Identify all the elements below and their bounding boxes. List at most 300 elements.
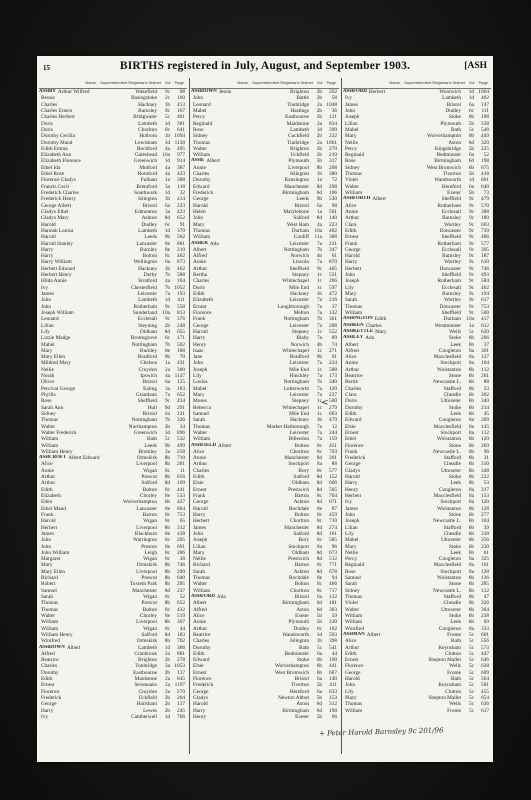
entry-page-ref: 530 xyxy=(329,196,337,203)
entry-forename: Ernest xyxy=(41,682,55,689)
entry-forename: Arthur xyxy=(193,625,208,632)
entry-district: Blaby xyxy=(296,335,309,342)
entry-volume: 5b xyxy=(316,695,322,701)
entry-volume: 8b xyxy=(164,455,170,462)
entry-district: Wells xyxy=(449,701,461,708)
entry-district: Stratford xyxy=(138,278,157,285)
entry-page-ref: 44 xyxy=(179,625,185,632)
entry-district: Chesterfield xyxy=(131,284,157,291)
entry-forename: Arthur xyxy=(193,265,208,272)
entry-volume: 5c xyxy=(469,695,474,701)
entry-forename: Nellie xyxy=(345,549,358,556)
column-divider-1 xyxy=(189,78,190,754)
entry-district: Bolton xyxy=(294,511,309,518)
entry-district: Sunderland xyxy=(132,309,157,316)
entry-page-ref: 347 xyxy=(329,246,337,253)
entry-page-ref: 438 xyxy=(177,530,185,537)
entry-district: Bolton xyxy=(142,253,157,260)
entry-district: Bristol xyxy=(142,202,157,209)
entry-page-ref: 609 xyxy=(481,669,489,676)
entry-page-ref: 366 xyxy=(177,644,185,651)
entry-forename: Violet xyxy=(345,177,358,184)
entry-volume: 7a xyxy=(317,335,322,342)
entry-page-ref: 89 xyxy=(331,335,337,342)
entry-volume: 6a xyxy=(165,259,170,266)
entry-page-ref: 603 xyxy=(329,410,337,417)
entry-district: Wigan xyxy=(143,467,157,474)
entry-page-ref: 401 xyxy=(177,114,185,121)
entry-forename: Herbert Edward xyxy=(41,265,75,272)
entry-volume: 6b xyxy=(468,373,474,380)
entry-district: Salford xyxy=(141,631,157,638)
entry-district: Prescot xyxy=(141,600,157,607)
entry-district: Wells xyxy=(449,328,461,335)
entry-volume: 1c xyxy=(317,328,322,335)
entry-district: Shepton Mallet xyxy=(428,657,461,664)
entry-volume: 8b xyxy=(164,562,170,569)
entry-forename: Edward xyxy=(193,183,210,190)
entry-district: Bedminster xyxy=(436,152,461,159)
entry-page-ref: 307 xyxy=(177,619,185,626)
entry-page-ref: 834 xyxy=(329,120,337,127)
entry-district: Wolverhampton xyxy=(427,133,461,140)
entry-forename: Charles xyxy=(193,278,210,285)
entry-forename: John xyxy=(193,360,204,367)
entry-district: Uttoxeter xyxy=(440,398,461,405)
entry-district: Exeter xyxy=(447,190,461,196)
entry-district: Sheffield xyxy=(441,196,461,203)
entry-volume: 8e xyxy=(165,543,170,550)
entry-district: Plymouth xyxy=(288,619,309,626)
entry-page-ref: 1094 xyxy=(174,133,185,140)
entry-forename: Ada xyxy=(209,240,219,247)
entry-forename: William xyxy=(345,707,363,714)
entry-volume: 10a xyxy=(466,316,474,323)
entry-district: Hastings xyxy=(290,107,309,114)
entry-district: Kingsbridge xyxy=(434,145,461,152)
entry-page-ref: 45 xyxy=(483,410,489,417)
entry-volume: 9c xyxy=(317,265,322,272)
entry-page-ref: 188 xyxy=(177,347,185,354)
entry-district: Uttoxeter xyxy=(440,606,461,613)
entry-forename: Albert xyxy=(345,341,359,348)
entry-district: Lambeth xyxy=(138,227,157,234)
entry-page-ref: 585 xyxy=(329,537,337,544)
entry-forename: Annie xyxy=(193,455,206,462)
entry-forename: Francis Cecil xyxy=(41,183,70,190)
entry-page-ref: 312 xyxy=(177,524,185,531)
entry-volume: 6b xyxy=(164,499,170,506)
entry-page-ref: 1004 xyxy=(478,89,489,95)
entry-surname: ASHKETTLE xyxy=(343,328,374,334)
entry-page-ref: 381 xyxy=(177,120,185,127)
entry-volume: 8e xyxy=(165,493,170,499)
entry-forename: Jane xyxy=(193,354,203,361)
entry-forename: Sarah xyxy=(41,594,54,600)
entry-forename: Arthur Wilfred xyxy=(57,89,90,95)
entry-page-ref: 223 xyxy=(329,221,337,228)
entry-page-ref: 641 xyxy=(177,126,185,133)
entry-district: Leek xyxy=(450,410,461,417)
entry-page-ref: 502 xyxy=(177,341,185,348)
entry-district: Bristol xyxy=(294,594,309,600)
entry-forename: John xyxy=(345,107,356,114)
entry-district: Wolstanton xyxy=(437,366,461,373)
entry-forename: Charles Herbert xyxy=(41,114,75,121)
entry-forename: Edith xyxy=(193,474,205,481)
entry-page-ref: 499 xyxy=(177,442,185,449)
entry-forename: Moses xyxy=(193,398,207,405)
entry-page-ref: 411 xyxy=(177,297,185,304)
entry-volume: 8c xyxy=(165,549,170,556)
entry-page-ref: 117 xyxy=(177,669,185,676)
entry-page-ref: 266 xyxy=(329,278,337,285)
entry-page-ref: 564 xyxy=(481,676,489,683)
entry-page-ref: 870 xyxy=(329,259,337,266)
entry-page-ref: 577 xyxy=(329,467,337,474)
entry-district: Rochdale xyxy=(288,575,309,582)
entry-volume: 8c xyxy=(317,581,322,588)
entry-page-ref: 356 xyxy=(481,537,489,544)
entry-page-ref: 441 xyxy=(177,486,185,493)
entry-volume: 9b xyxy=(316,354,322,361)
entry-page-ref: 500 xyxy=(481,309,489,316)
entry-volume: 8e xyxy=(165,246,170,253)
entry-forename: Arthur xyxy=(41,480,56,487)
entry-district: Aston xyxy=(296,606,309,613)
entry-forename: George xyxy=(345,246,361,253)
entry-page-ref: 285 xyxy=(481,581,489,588)
entry-volume: 8b xyxy=(164,524,170,531)
entry-forename: Thomas xyxy=(345,701,363,708)
entry-page-ref: 1197 xyxy=(174,682,185,689)
entry-page-ref: 462 xyxy=(177,253,185,260)
entry-volume: 8c xyxy=(317,442,322,449)
entry-volume: 4a xyxy=(165,278,170,285)
entry-page-ref: 560 xyxy=(329,398,337,405)
entry-page-ref: 646 xyxy=(481,657,489,664)
entry-forename: Rose xyxy=(345,158,356,165)
entry-page-ref: 325 xyxy=(481,556,489,563)
entry-page-ref: 309 xyxy=(481,417,489,424)
entry-page-ref: 1138 xyxy=(174,139,185,146)
column-header-label: Page. xyxy=(478,80,489,85)
entry-forename: Edith xyxy=(374,316,387,323)
entry-volume: 5b xyxy=(468,190,474,196)
entry-district: Greenwich xyxy=(133,158,157,165)
entry-volume: 7b xyxy=(164,284,170,291)
entry-volume: 6b xyxy=(468,537,474,544)
entry-volume: 2b xyxy=(164,695,170,701)
entry-district: Hereford xyxy=(441,183,461,190)
column-header xyxy=(39,80,187,89)
entry-volume: 3a xyxy=(165,208,170,215)
entry-district: Wolverhampton xyxy=(275,663,309,670)
entry-forename: Mary Ellen xyxy=(41,568,65,575)
entry-forename: Frederick xyxy=(193,682,214,689)
entry-volume: 1d xyxy=(468,177,474,184)
entry-volume: 8c xyxy=(317,448,322,455)
entry-forename: Arthur xyxy=(345,366,360,373)
entry-forename: Walter xyxy=(193,581,207,588)
entry-volume: 7a xyxy=(165,392,170,398)
entry-forename: Oliver xyxy=(41,379,55,386)
entry-volume: 1d xyxy=(164,297,170,304)
entry-page-ref: 88 xyxy=(331,461,337,468)
entry-volume: 8e xyxy=(165,240,170,247)
entry-volume: 8d xyxy=(316,568,322,575)
entry-volume: 1c xyxy=(317,404,322,411)
entry-page-ref: 225 xyxy=(481,145,489,152)
entry-forename: Mary xyxy=(193,392,205,398)
entry-volume: 7a xyxy=(317,373,322,380)
entry-forename: Dorothy xyxy=(193,644,211,651)
entry-forename: Richard xyxy=(193,562,210,569)
entry-forename: Walter xyxy=(41,612,55,619)
entry-forename: Florence xyxy=(345,663,364,670)
entry-district: Wolstanton xyxy=(437,436,461,443)
entry-volume: 6c xyxy=(469,107,474,114)
entry-district: Hinckley xyxy=(289,373,309,380)
entry-district: Ecclesall xyxy=(137,316,157,323)
entry-forename: Gladys xyxy=(345,467,361,474)
entry-page-ref: 121 xyxy=(177,410,185,417)
entry-page-ref: 570 xyxy=(481,202,489,209)
entry-page-ref: 274 xyxy=(329,524,337,531)
entry-volume: 1c xyxy=(317,272,322,279)
entry-forename: Charles xyxy=(365,322,382,329)
entry-volume: 9c xyxy=(469,196,474,203)
entry-district: Bradford xyxy=(289,354,309,361)
entry-district: Liverpool xyxy=(136,568,157,575)
entry-district: Battle xyxy=(296,95,309,102)
entry-district: Tiverton xyxy=(290,682,309,689)
entry-forename: James xyxy=(41,291,54,297)
entry-volume: 8c xyxy=(317,493,322,499)
entry-forename: Annie xyxy=(193,259,206,266)
entry-surname: ASHDOWN xyxy=(39,644,65,650)
entry-district: Leicester xyxy=(289,392,309,398)
entry-forename: Percy xyxy=(193,114,206,121)
entry-page-ref: 88 xyxy=(483,379,489,386)
entry-district: Maidstone xyxy=(134,676,157,683)
entry-district: Chorlton xyxy=(290,587,309,594)
entry-volume: 8d xyxy=(164,587,170,594)
entry-district: Liverpool xyxy=(136,461,157,468)
entry-page-ref: 746 xyxy=(177,562,185,569)
entry-page-ref: 764 xyxy=(329,493,337,499)
entry-forename: Elsie xyxy=(193,480,204,487)
entry-page-ref: 603 xyxy=(481,221,489,228)
entry-forename: Alice xyxy=(193,448,205,455)
entry-forename: Edith xyxy=(193,650,205,657)
entry-forename: Winifred xyxy=(345,625,364,632)
entry-district: Frome xyxy=(447,669,461,676)
entry-page-ref: 479 xyxy=(481,196,489,203)
entry-district: Chorley xyxy=(139,493,157,499)
entry-district: Leeds xyxy=(144,234,157,241)
entry-forename: Harold xyxy=(41,234,56,241)
entry-page-ref: 548 xyxy=(481,126,489,133)
entry-page-ref: 333 xyxy=(481,625,489,632)
entry-district: Liverpool xyxy=(288,164,309,171)
entry-volume: 9b xyxy=(164,442,170,449)
entry-page-ref: 326 xyxy=(481,600,489,607)
entry-forename: Mary xyxy=(41,347,53,354)
entry-district: Islington xyxy=(290,171,309,178)
entry-forename: Elizabeth Florence xyxy=(41,158,81,165)
entry-district: Edmonton xyxy=(134,208,157,215)
entry-volume: 5b xyxy=(468,120,474,127)
entry-volume: 6b xyxy=(468,530,474,537)
entry-district: Liverpool xyxy=(136,524,157,531)
entry-forename: Elizabeth xyxy=(193,297,214,304)
entry-forename: William xyxy=(345,612,363,619)
entry-volume: 7a xyxy=(317,309,322,316)
column-header-label: Page. xyxy=(174,80,185,85)
entry-volume: 7a xyxy=(317,429,322,436)
column-header-label: Name. xyxy=(389,80,402,85)
entry-page-ref: 361 xyxy=(329,316,337,323)
entry-district: Stone xyxy=(448,581,461,588)
entry-volume: 2b xyxy=(316,133,322,140)
entry-district: Birmingham xyxy=(282,707,309,714)
entry-page-ref: 91 xyxy=(179,221,185,228)
entry-page-ref: 493 xyxy=(481,272,489,279)
entry-district: Norwich xyxy=(290,253,309,260)
entry-district: Manchester xyxy=(284,524,309,531)
entry-forename: Bessie xyxy=(41,95,55,102)
entry-page-ref: 380 xyxy=(329,171,337,178)
entry-district: Rochford xyxy=(136,145,157,152)
entry-forename: Florence Gladys xyxy=(41,177,76,184)
entry-volume: 6b xyxy=(468,594,474,600)
entry-page-ref: 222 xyxy=(481,474,489,481)
entry-district: Sheffield xyxy=(441,234,461,241)
entry-volume: 8d xyxy=(164,215,170,222)
entry-page-ref: 61 xyxy=(483,549,489,556)
entry-page-ref: 581 xyxy=(481,682,489,689)
entry-page-ref: 96 xyxy=(331,543,337,550)
entry-page-ref: 1048 xyxy=(326,101,337,108)
entry-district: Aston xyxy=(296,701,309,708)
entry-volume: 8c xyxy=(165,511,170,518)
entry-forename: Rose xyxy=(345,568,356,575)
entry-district: Bolton xyxy=(142,486,157,493)
entry-forename: Rebecca xyxy=(193,404,211,411)
entry-surname: ASHFORD xyxy=(343,89,367,94)
entry-forename: Mary xyxy=(375,328,387,335)
entry-district: Bristol xyxy=(294,676,309,683)
entry-forename: Ellen xyxy=(41,499,53,506)
entry-page-ref: 190 xyxy=(329,707,337,714)
entry-district: Brentford xyxy=(136,183,157,190)
entry-page-ref: 125 xyxy=(177,379,185,386)
entry-volume: 7a xyxy=(317,360,322,367)
entry-district: Mutford xyxy=(139,164,157,171)
entry-forename: Ivy xyxy=(345,95,353,102)
entry-page-ref: 418 xyxy=(481,171,489,178)
entry-volume: 6b xyxy=(468,379,474,386)
entry-page-ref: 301 xyxy=(481,347,489,354)
entry-page-ref: 112 xyxy=(481,587,489,594)
entry-volume: 8d xyxy=(316,215,322,222)
entry-page-ref: 466 xyxy=(329,581,337,588)
entry-volume: 9c xyxy=(469,303,474,310)
entry-surname: ASHDOWN xyxy=(191,89,217,94)
entry-volume: 8c xyxy=(165,556,170,563)
entry-page-ref: 1061 xyxy=(326,139,337,146)
entry-forename: Robert xyxy=(41,581,56,588)
entry-volume: 2c xyxy=(165,95,170,102)
entry-forename: Arthur xyxy=(345,644,360,651)
entry-district: Ipswich xyxy=(140,373,157,380)
entry-forename: William Henry xyxy=(41,448,73,455)
entry-forename: Joseph xyxy=(345,278,360,285)
entry-page-ref: 34 xyxy=(179,423,185,430)
entry-forename: Lily xyxy=(41,328,50,335)
entry-forename: Elsie xyxy=(345,423,356,430)
entry-forename: Lilian xyxy=(345,524,358,531)
entry-district: Hackney xyxy=(138,265,157,272)
entry-page-ref: 881 xyxy=(177,650,185,657)
surname-range: [ASH xyxy=(464,61,487,71)
entry-forename: Percival George xyxy=(41,385,76,392)
entry-district: Durham xyxy=(443,316,461,323)
entry-forename: John xyxy=(41,543,52,550)
entry-volume: 8d xyxy=(316,474,322,481)
entry-volume: 6b xyxy=(468,543,474,550)
entry-district: Nottingham xyxy=(131,417,157,424)
entry-forename: Harold xyxy=(345,676,360,683)
entry-district: Greenwich xyxy=(133,429,157,436)
entry-page-ref: 290 xyxy=(177,568,185,575)
entry-volume: 9c xyxy=(469,202,474,209)
entry-volume: 9c xyxy=(469,240,474,247)
entry-volume: 1d xyxy=(468,89,474,95)
column-header-label: Name. xyxy=(237,80,250,85)
entry-district: Stafford xyxy=(443,594,461,600)
entry-volume: 7a xyxy=(317,436,322,443)
entry-district: Steyning xyxy=(138,322,157,329)
entry-surname: ASHFORD xyxy=(191,594,215,599)
entry-page-ref: 245 xyxy=(177,707,185,714)
entry-volume: 7a xyxy=(317,240,322,247)
entry-page-ref: 173 xyxy=(329,373,337,380)
entry-volume: 8a xyxy=(469,568,474,575)
entry-district: Barnsley xyxy=(138,107,157,114)
entry-volume: 9c xyxy=(165,89,170,95)
entry-forename: Arthur xyxy=(193,461,208,468)
entry-district: Doncaster xyxy=(439,265,461,272)
entry-volume: 6b xyxy=(468,341,474,348)
entry-page-ref: 459 xyxy=(329,511,337,518)
entry-district: Rotherham xyxy=(437,240,461,247)
entry-forename: Mabel xyxy=(193,107,207,114)
entry-page-ref: 279 xyxy=(329,404,337,411)
entry-forename: Thomas xyxy=(193,575,211,582)
entry-page-ref: 291 xyxy=(177,404,185,411)
entry-volume: 2a xyxy=(165,663,170,670)
entry-page-ref: 675 xyxy=(481,164,489,171)
entry-district: Kensington xyxy=(284,177,309,184)
entry-page-ref: 231 xyxy=(329,240,337,247)
entry-district: Islington xyxy=(290,638,309,645)
entry-district: Stepney xyxy=(291,328,309,335)
entry-page-ref: 462 xyxy=(177,265,185,272)
entry-page-ref: 140 xyxy=(329,215,337,222)
entry-district: Sheffield xyxy=(441,309,461,316)
